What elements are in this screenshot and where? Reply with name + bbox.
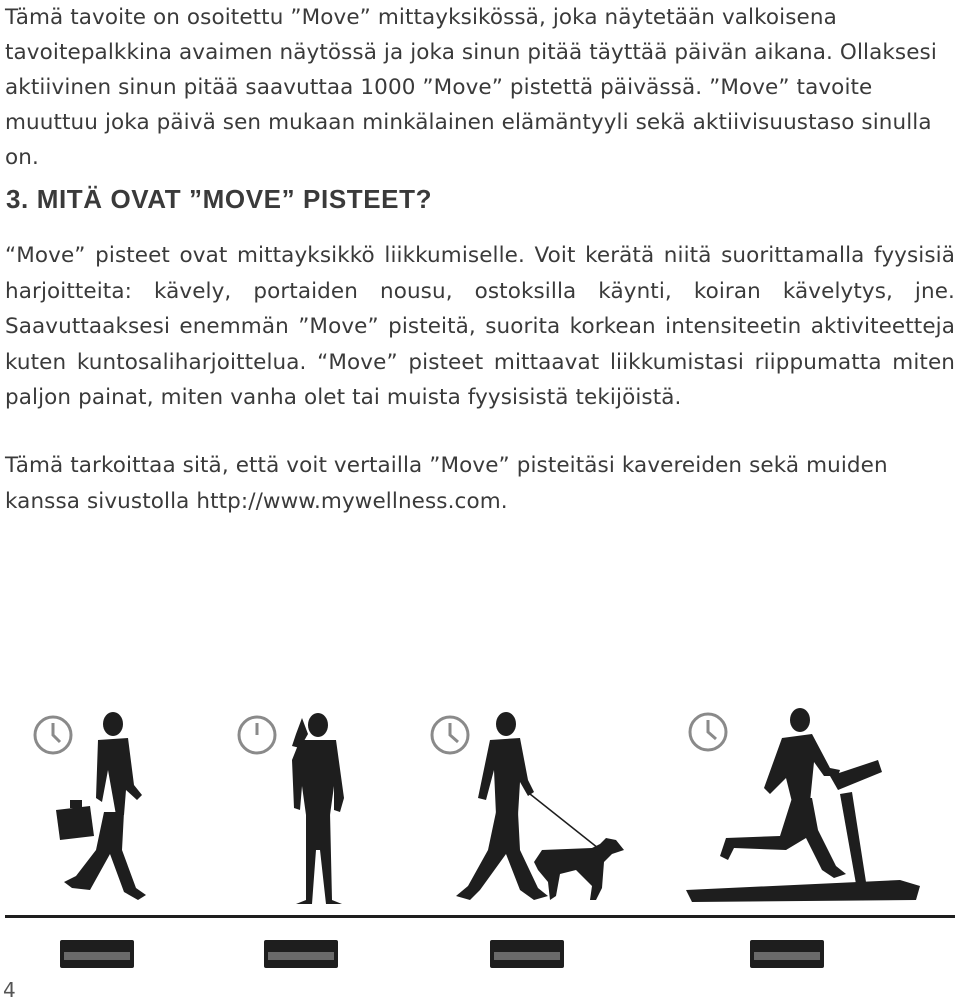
ground-line xyxy=(5,915,955,918)
clock-icon xyxy=(35,717,71,753)
tracker-device-icon xyxy=(750,940,824,968)
page-number: 4 xyxy=(3,978,16,1002)
move-points-paragraph: “Move” pisteet ovat mittayksikkö liikkumiselle. Voit kerätä niitä suorittamalla fyysisiä harjoitteita: kävely, portaiden nousu, ostoksilla käynti, koiran kävelytys, jne. Saavuttaaksesi enemmän ”Move” pisteitä, suorita korkean intensiteetin aktiviteetteja kuten kuntosaliharjoittelua. “Move” pisteet mittaavat liikkumistasi riippumatta miten paljon painat, miten vanha olet tai muista fyysisistä tekijöistä. xyxy=(5,243,955,410)
section-heading: 3. MITÄ OVAT ”MOVE” PISTEET? xyxy=(6,184,433,214)
compare-paragraph: Tämä tarkoittaa sitä, että voit vertailla ”Move” pisteitäsi kavereiden sekä muiden kanssa sivustolla http://www.mywellness.com. xyxy=(5,453,888,514)
walking-dog-icon xyxy=(432,712,624,968)
intro-paragraph: Tämä tavoite on osoitettu ”Move” mittayksikössä, joka näytetään valkoisena tavoitepalkkina avaimen näytössä ja joka sinun pitää täyttää päivän aikana. Ollaksesi aktiivinen sinun pitää saavuttaa 1000 ”Move” pistettä päivässä. ”Move” tavoite muuttuu joka päivä sen mukaan minkälainen elämäntyyli sekä aktiivisuustaso sinulla on. xyxy=(5,5,937,170)
standing-on-phone-icon xyxy=(239,713,344,968)
clock-icon xyxy=(690,714,726,750)
tracker-device-icon xyxy=(490,940,564,968)
tracker-device-icon xyxy=(60,940,134,968)
dog-leash xyxy=(530,794,598,848)
treadmill-running-icon xyxy=(686,708,920,968)
clock-icon xyxy=(432,717,468,753)
walking-with-briefcase-icon xyxy=(35,712,146,968)
tracker-device-icon xyxy=(264,940,338,968)
activity-illustration xyxy=(0,690,960,990)
clock-icon xyxy=(239,717,275,753)
